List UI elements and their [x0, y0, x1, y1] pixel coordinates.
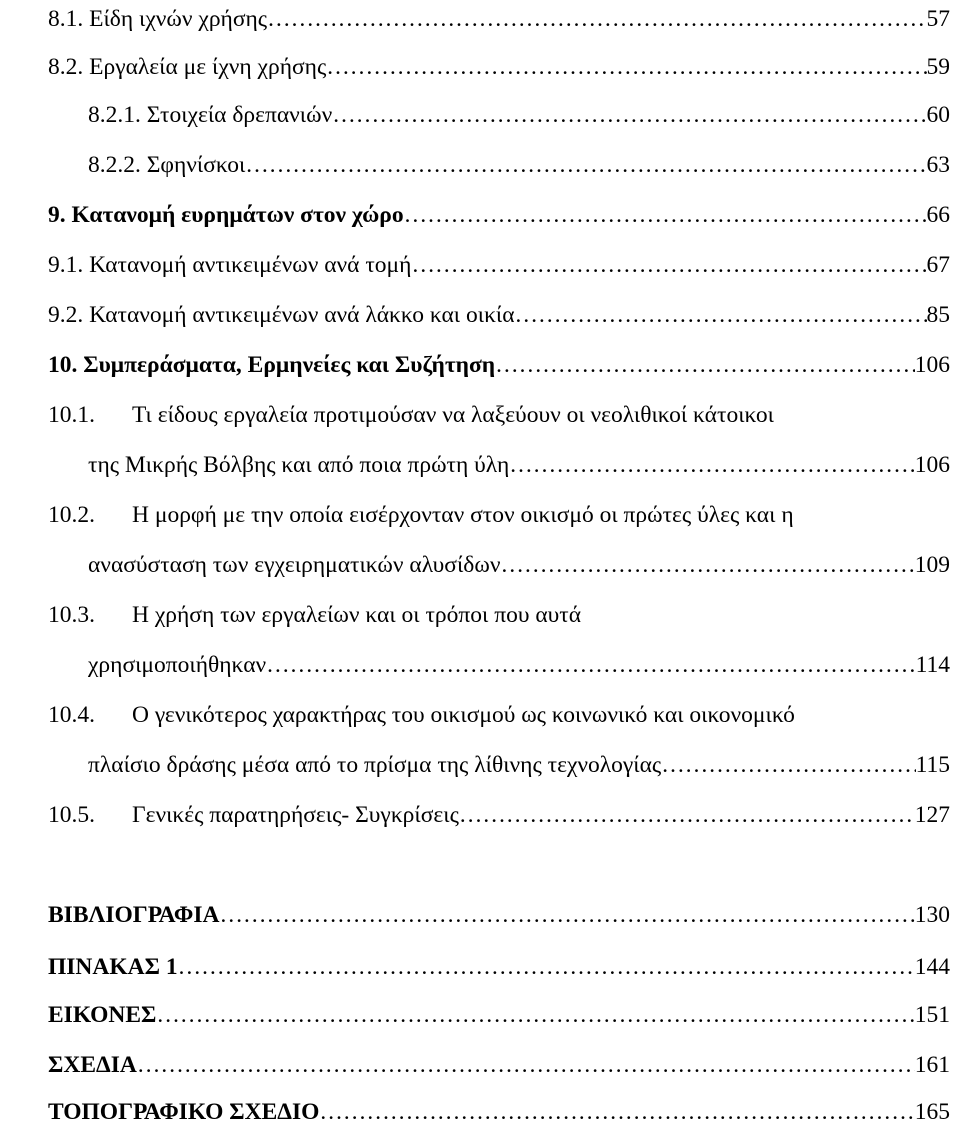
toc-entry-number: 10.4. — [48, 702, 95, 728]
toc-page-number: 85 — [926, 302, 950, 328]
toc-entry-title: 9.2. Κατανομή αντικειμένων ανά λάκκο και οικία — [48, 302, 515, 328]
dot-leader — [319, 1097, 914, 1127]
toc-entry[interactable] — [48, 600, 950, 630]
toc-page-number: 67 — [926, 252, 950, 278]
toc-entry[interactable] — [48, 300, 950, 330]
toc-page-number: 144 — [914, 954, 950, 980]
toc-entry[interactable] — [88, 100, 950, 130]
toc-entry[interactable] — [48, 400, 950, 430]
toc-entry-title: Ο γενικότερος χαρακτήρας του οικισμού ως κοινωνικό και οικονομικό — [132, 702, 795, 728]
toc-entry-continuation[interactable] — [88, 650, 950, 680]
toc-entry-title: χρησιμοποιήθηκαν — [88, 652, 267, 678]
toc-entry-title: 8.2.2. Σφηνίσκοι — [88, 152, 246, 178]
dot-leader — [332, 100, 926, 130]
dot-leader — [495, 350, 915, 380]
toc-entry-continuation[interactable] — [88, 750, 950, 780]
toc-entry-title: ΒΙΒΛΙΟΓΡΑΦΙΑ — [48, 902, 220, 928]
toc-entry[interactable] — [48, 4, 950, 34]
dot-leader — [459, 800, 915, 830]
toc-entry-continuation[interactable] — [88, 550, 950, 580]
dot-leader — [661, 750, 915, 780]
toc-entry-title: ΤΟΠΟΓΡΑΦΙΚΟ ΣΧΕΔΙΟ — [48, 1099, 320, 1125]
dot-leader — [515, 300, 927, 330]
toc-entry-appendix[interactable] — [48, 1050, 950, 1080]
toc-entry-title: ΠΙΝΑΚΑΣ 1 — [48, 954, 178, 980]
toc-page-number: 106 — [914, 352, 950, 378]
toc-entry[interactable] — [48, 52, 950, 82]
toc-page-number: 109 — [914, 552, 950, 578]
dot-leader — [178, 952, 915, 982]
toc-entry-number: 10.5. — [48, 802, 95, 828]
toc-entry[interactable] — [48, 800, 950, 830]
dot-leader — [137, 1050, 915, 1080]
toc-page-number: 161 — [914, 1052, 950, 1078]
toc-page-number: 127 — [914, 802, 950, 828]
toc-entry-chapter[interactable] — [48, 350, 950, 380]
toc-entry-appendix[interactable] — [48, 1097, 950, 1127]
toc-entry-title: της Μικρής Βόλβης και από ποια πρώτη ύλη — [88, 452, 510, 478]
toc-entry-title: ΕΙΚΟΝΕΣ — [48, 1002, 157, 1028]
toc-entry[interactable] — [48, 700, 950, 730]
toc-page-number: 115 — [915, 752, 950, 778]
dot-leader — [267, 4, 926, 34]
toc-entry-title: 9.1. Κατανομή αντικειμένων ανά τομή — [48, 252, 412, 278]
toc-entry-chapter[interactable] — [48, 200, 950, 230]
toc-entry-title: 10. Συμπεράσματα, Ερμηνείες και Συζήτηση — [48, 352, 496, 378]
toc-entry-title: Γενικές παρατηρήσεις- Συγκρίσεις — [132, 802, 459, 828]
toc-entry[interactable] — [48, 250, 950, 280]
toc-entry-title: ΣΧΕΔΙΑ — [48, 1052, 137, 1078]
toc-entry-number: 10.2. — [48, 502, 95, 528]
toc-page-number: 114 — [915, 652, 950, 678]
toc-entry-number: 10.3. — [48, 602, 95, 628]
dot-leader — [411, 250, 926, 280]
toc-page-number: 63 — [926, 152, 950, 178]
toc-entry-title: 8.2. Εργαλεία με ίχνη χρήσης — [48, 54, 327, 80]
dot-leader — [500, 550, 914, 580]
toc-entry-title: Τι είδους εργαλεία προτιμούσαν να λαξεύουν οι νεολιθικοί κάτοικοι — [132, 402, 774, 428]
toc-entry[interactable] — [88, 150, 950, 180]
dot-leader — [326, 52, 926, 82]
toc-page-number: 106 — [914, 452, 950, 478]
dot-leader — [245, 150, 926, 180]
toc-page-number: 130 — [914, 902, 950, 928]
toc-page-number: 151 — [914, 1002, 950, 1028]
toc-page-number: 165 — [914, 1099, 950, 1125]
toc-page-number: 66 — [926, 202, 950, 228]
dot-leader — [156, 1000, 914, 1030]
toc-entry-title: πλαίσιο δράσης μέσα από το πρίσμα της λίθινης τεχνολογίας — [88, 752, 662, 778]
toc-page-number: 59 — [926, 54, 950, 80]
toc-entry-continuation[interactable] — [88, 450, 950, 480]
toc-entry-number: 10.1. — [48, 402, 95, 428]
toc-page-number: 57 — [926, 6, 950, 32]
dot-leader — [404, 200, 927, 230]
dot-leader — [219, 900, 914, 930]
toc-entry-title: ανασύσταση των εγχειρηματικών αλυσίδων — [88, 552, 501, 578]
toc-entry-title: 8.2.1. Στοιχεία δρεπανιών — [88, 102, 333, 128]
toc-entry-title: Η χρήση των εργαλείων και οι τρόποι που αυτά — [132, 602, 582, 628]
toc-entry-title: 9. Κατανομή ευρημάτων στον χώρο — [48, 202, 404, 228]
toc-entry-title: Η μορφή με την οποία εισέρχονταν στον οικισμό οι πρώτες ύλες και η — [132, 502, 794, 528]
toc-entry[interactable] — [48, 500, 950, 530]
toc-page-number: 60 — [926, 102, 950, 128]
toc-entry-title: 8.1. Είδη ιχνών χρήσης — [48, 6, 268, 32]
dot-leader — [509, 450, 914, 480]
toc-entry-appendix[interactable] — [48, 952, 950, 982]
dot-leader — [266, 650, 915, 680]
toc-entry-appendix[interactable] — [48, 900, 950, 930]
toc-entry-appendix[interactable] — [48, 1000, 950, 1030]
